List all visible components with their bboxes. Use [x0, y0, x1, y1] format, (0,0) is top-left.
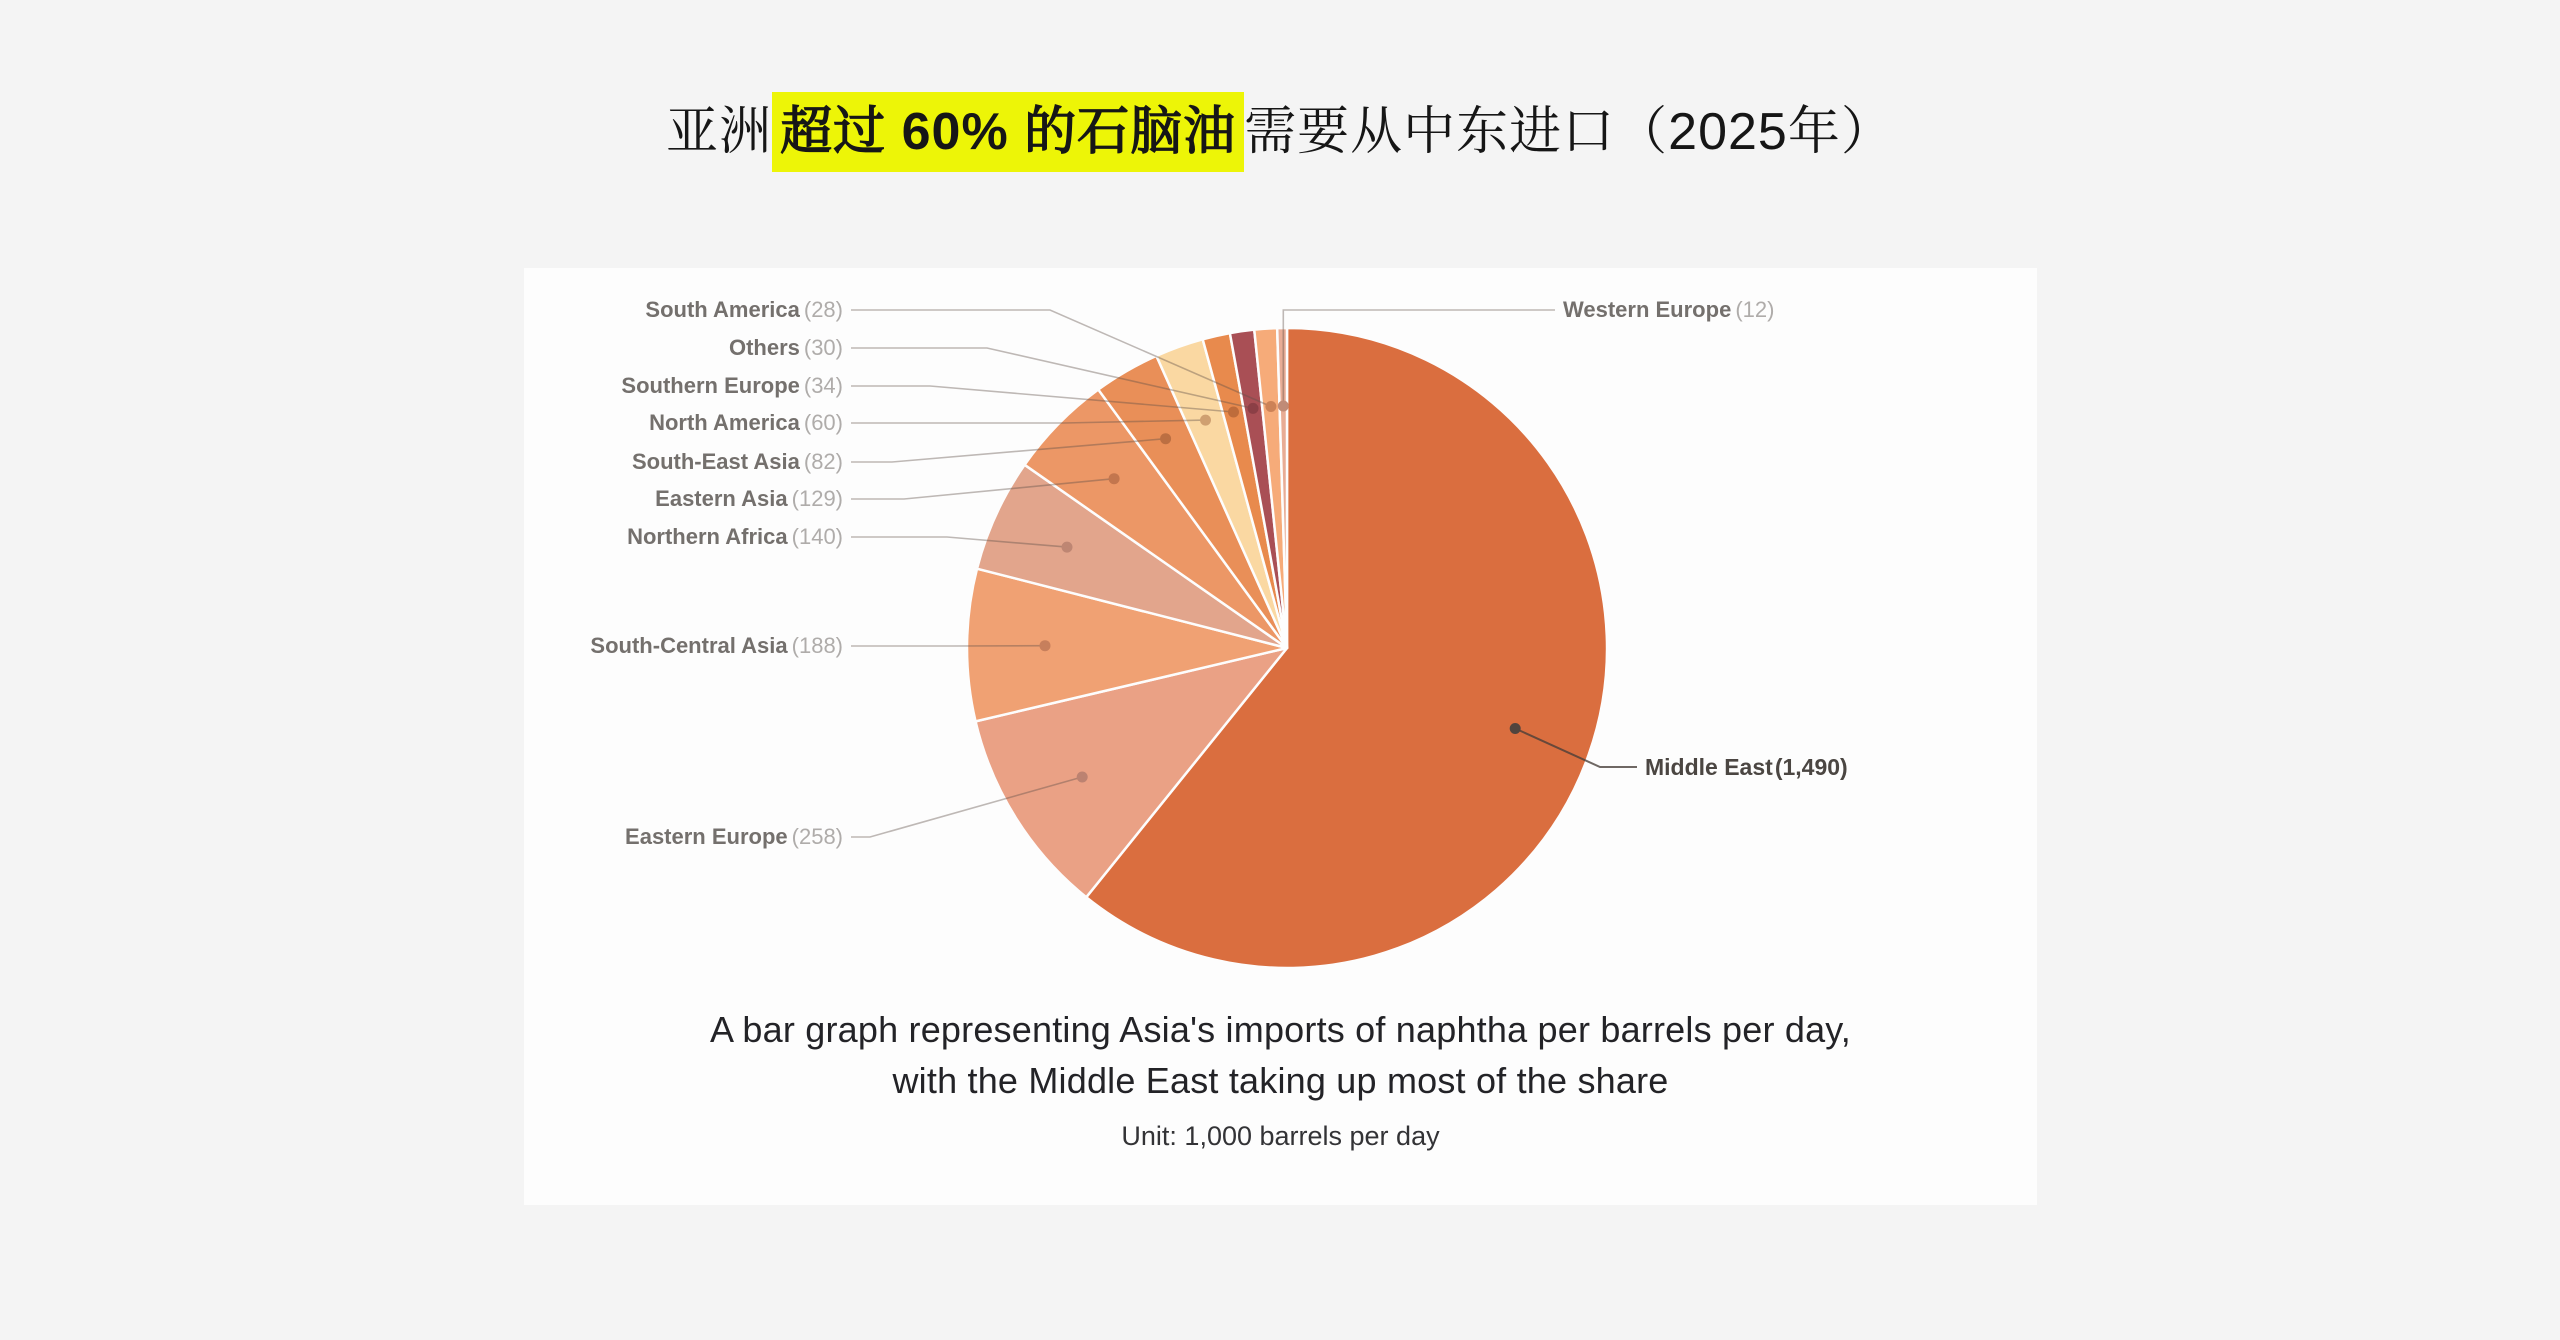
pie-label-value: (60): [803, 410, 843, 435]
pie-label-value: (82): [803, 449, 843, 474]
chart-caption-line1: A bar graph representing Asia's imports of naphtha per barrels per day,: [709, 1009, 1852, 1050]
pie-label-eastern-asia: [655, 483, 843, 515]
pie-label-value: (34): [803, 373, 843, 398]
pie-label-name: Middle East: [1645, 754, 1773, 780]
pie-label-name: Northern Africa: [627, 524, 788, 549]
pie-label-south-central-asia: [590, 630, 843, 662]
title-highlight: 超过 60% 的石脑油: [772, 92, 1244, 172]
pie-label-name: Southern Europe: [621, 373, 800, 398]
pie-label-name: Eastern Asia: [655, 486, 788, 511]
chart-caption-line2: with the Middle East taking up most of the share: [892, 1060, 1669, 1101]
pie-label-value: (28): [803, 297, 843, 322]
chart-caption: [524, 1004, 2037, 1106]
pie-label-western-europe: [1563, 294, 1774, 326]
chart-panel: [524, 268, 2037, 1205]
pie-label-value: (258): [791, 824, 843, 849]
pie-label-others: [729, 332, 843, 364]
pie-label-name: South America: [645, 297, 800, 322]
pie-label-name: Eastern Europe: [625, 824, 788, 849]
pie-label-name: Others: [728, 335, 800, 360]
pie-label-south-east-asia: [632, 446, 843, 478]
pie-label-middle-east: [1645, 751, 1848, 783]
pie-label-value: (188): [791, 633, 843, 658]
title-suffix: 需要从中东进口（2025年）: [1244, 103, 1894, 161]
pie-label-value: (30): [803, 335, 843, 360]
title-prefix: 亚洲: [666, 103, 773, 161]
pie-label-name: North America: [649, 410, 800, 435]
pie-label-name: South-Central Asia: [590, 633, 788, 658]
pie-label-value: (1,490): [1774, 754, 1848, 780]
pie-label-value: (129): [791, 486, 843, 511]
pie-label-value: (12): [1735, 297, 1775, 322]
pie-label-eastern-europe: [625, 821, 843, 853]
pie-label-name: South-East Asia: [631, 449, 800, 474]
page-title: [0, 90, 2560, 174]
pie-label-name: Western Europe: [1563, 297, 1732, 322]
pie-label-southern-europe: [621, 370, 843, 402]
pie-label-north-america: [649, 407, 843, 439]
pie-label-south-america: [645, 294, 843, 326]
pie-label-northern-africa: [627, 521, 843, 553]
chart-unit-note: Unit: 1,000 barrels per day: [1121, 1121, 1440, 1151]
pie-label-value: (140): [791, 524, 843, 549]
